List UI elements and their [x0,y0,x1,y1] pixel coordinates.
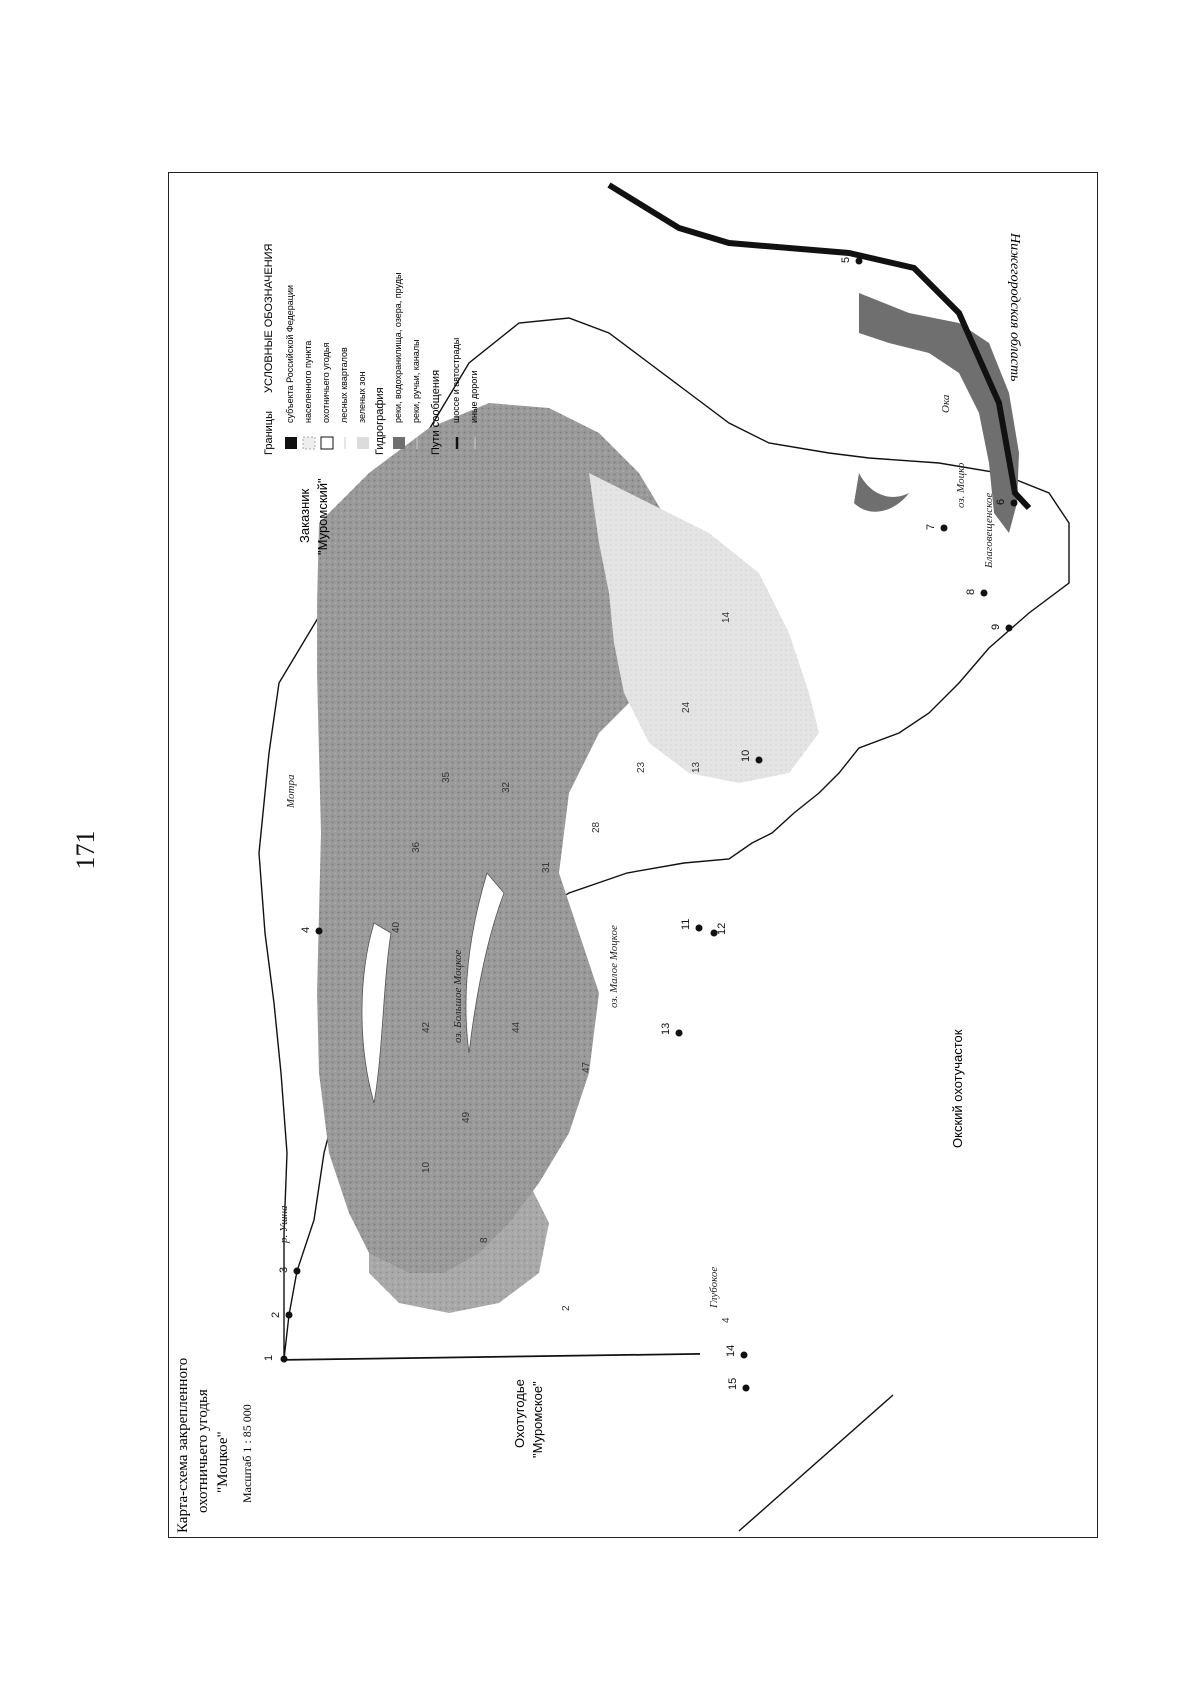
quarter-label: 8 [479,1237,490,1243]
map-title-line-1: Карта-схема закрепленного [175,1357,191,1533]
water-label-ushna: р. Ушна [278,1205,290,1243]
water-label-glubokoe: Глубокое [708,1266,720,1308]
quarter-label: 44 [511,1021,522,1033]
map-title-line-2: охотничьего угодья [195,1389,211,1513]
boundary-point-5 [856,258,863,265]
boundary-point-label-4: 4 [300,926,312,933]
quarter-label: 32 [501,781,512,793]
legend-label-highways: шоссе и автострады [451,337,461,423]
legend-symbol-lakes [393,437,405,449]
boundary-point-label-14: 14 [725,1344,737,1357]
water-label-oka: Ока [940,394,952,413]
quarter-label: 28 [591,821,602,833]
boundary-point-label-13: 13 [660,1022,672,1035]
legend-label-green-zones: зеленых зон [357,371,367,423]
legend-heading-borders: Границы [263,411,275,455]
boundary-point-15 [743,1385,750,1392]
quarter-label: 4 [721,1317,732,1323]
quarter-label: 2 [561,1305,572,1311]
boundary-point-label-1: 1 [263,1354,275,1361]
legend-label-hunting-ground: охотничьего угодья [321,342,331,423]
neighbor-label-north-line-2: "Муромский" [315,478,330,555]
water-label-motsko: оз. Моцко [955,462,967,508]
boundary-point-label-11: 11 [680,918,692,930]
quarter-label: 14 [721,611,732,623]
legend-label-other-roads: иные дороги [469,370,479,423]
boundary-point-label-3: 3 [278,1266,290,1273]
boundary-point-4 [316,928,323,935]
legend-heading-roads: Пути сообщения [430,369,442,455]
legend-label-forest-quarters: лесных кварталов [339,347,349,423]
neighbor-label-south: Окский охотучасток [950,1029,965,1148]
legend-symbol-settlement [303,437,315,449]
boundary-point-9 [1006,625,1013,632]
quarter-label: 47 [581,1061,592,1073]
quarter-label: 10 [421,1161,432,1173]
boundary-point-14 [741,1352,748,1359]
boundary-point-7 [941,525,948,532]
water-label-motra: Мотра [285,774,297,808]
legend-label-settlement: населенного пункта [303,340,313,423]
boundary-point-label-12: 12 [716,922,728,935]
map-canvas [169,173,1099,1539]
neighbor-label-east-region: Нижегородская область [1007,233,1022,382]
boundary-point-11 [696,925,703,932]
legend-symbol-hunting-ground [321,437,333,449]
quarter-label: 42 [421,1021,432,1033]
map-frame [168,172,1098,1538]
neighbor-boundary-west [739,1395,893,1531]
boundary-point-label-8: 8 [965,588,977,595]
water-label-bolshoe: оз. Большое Моцкое [452,949,464,1043]
neighbor-label-west-line-1: Охотугодье [512,1379,527,1448]
map-scale: Масштаб 1 : 85 000 [240,1404,254,1503]
quarter-label: 24 [681,701,692,713]
legend-title: УСЛОВНЫЕ ОБОЗНАЧЕНИЯ [263,243,275,393]
boundary-point-2 [286,1312,293,1319]
quarter-label: 13 [691,761,702,773]
quarter-label: 23 [636,761,647,773]
legend-label-subject: субъекта Российской Федерации [285,284,295,423]
boundary-point-label-9: 9 [990,623,1002,630]
boundary-point-8 [981,590,988,597]
water-label-maloe: оз. Малое Моцкое [608,925,620,1008]
field-area [589,473,819,783]
boundary-point-label-6: 6 [995,498,1007,505]
quarter-label: 36 [411,841,422,853]
boundary-point-label-5: 5 [840,256,852,263]
quarter-label: 40 [391,921,402,933]
boundary-point-label-10: 10 [740,749,752,762]
legend-symbol-subject [285,437,297,449]
boundary-point-1 [281,1356,288,1363]
water-label-blagoveshchenskoe: Благовещенское [983,492,995,568]
map-title-line-3: "Моцкое" [215,1431,231,1493]
boundary-point-13 [676,1030,683,1037]
legend-label-streams: реки, ручьи, каналы [411,339,421,423]
boundary-point-label-2: 2 [270,1311,282,1318]
page-number: 171 [71,830,100,870]
map-title-block [175,1358,254,1533]
legend-heading-hydrography: Гидрография [374,387,386,455]
quarter-label: 31 [541,861,552,873]
quarter-label: 35 [441,771,452,783]
lake-motsko [854,473,909,512]
legend-symbol-green-zones [357,437,369,449]
boundary-point-3 [294,1268,301,1275]
boundary-point-label-15: 15 [727,1377,739,1390]
quarter-label: 49 [461,1111,472,1123]
neighbor-label-west-line-2: "Муромское" [530,1381,545,1458]
boundary-point-label-7: 7 [925,523,937,530]
boundary-point-10 [756,757,763,764]
neighbor-label-north-line-1: Заказник [297,488,312,543]
boundary-point-6 [1011,500,1018,507]
legend-label-lakes: реки, водохранилища, озера, пруды [393,272,403,423]
